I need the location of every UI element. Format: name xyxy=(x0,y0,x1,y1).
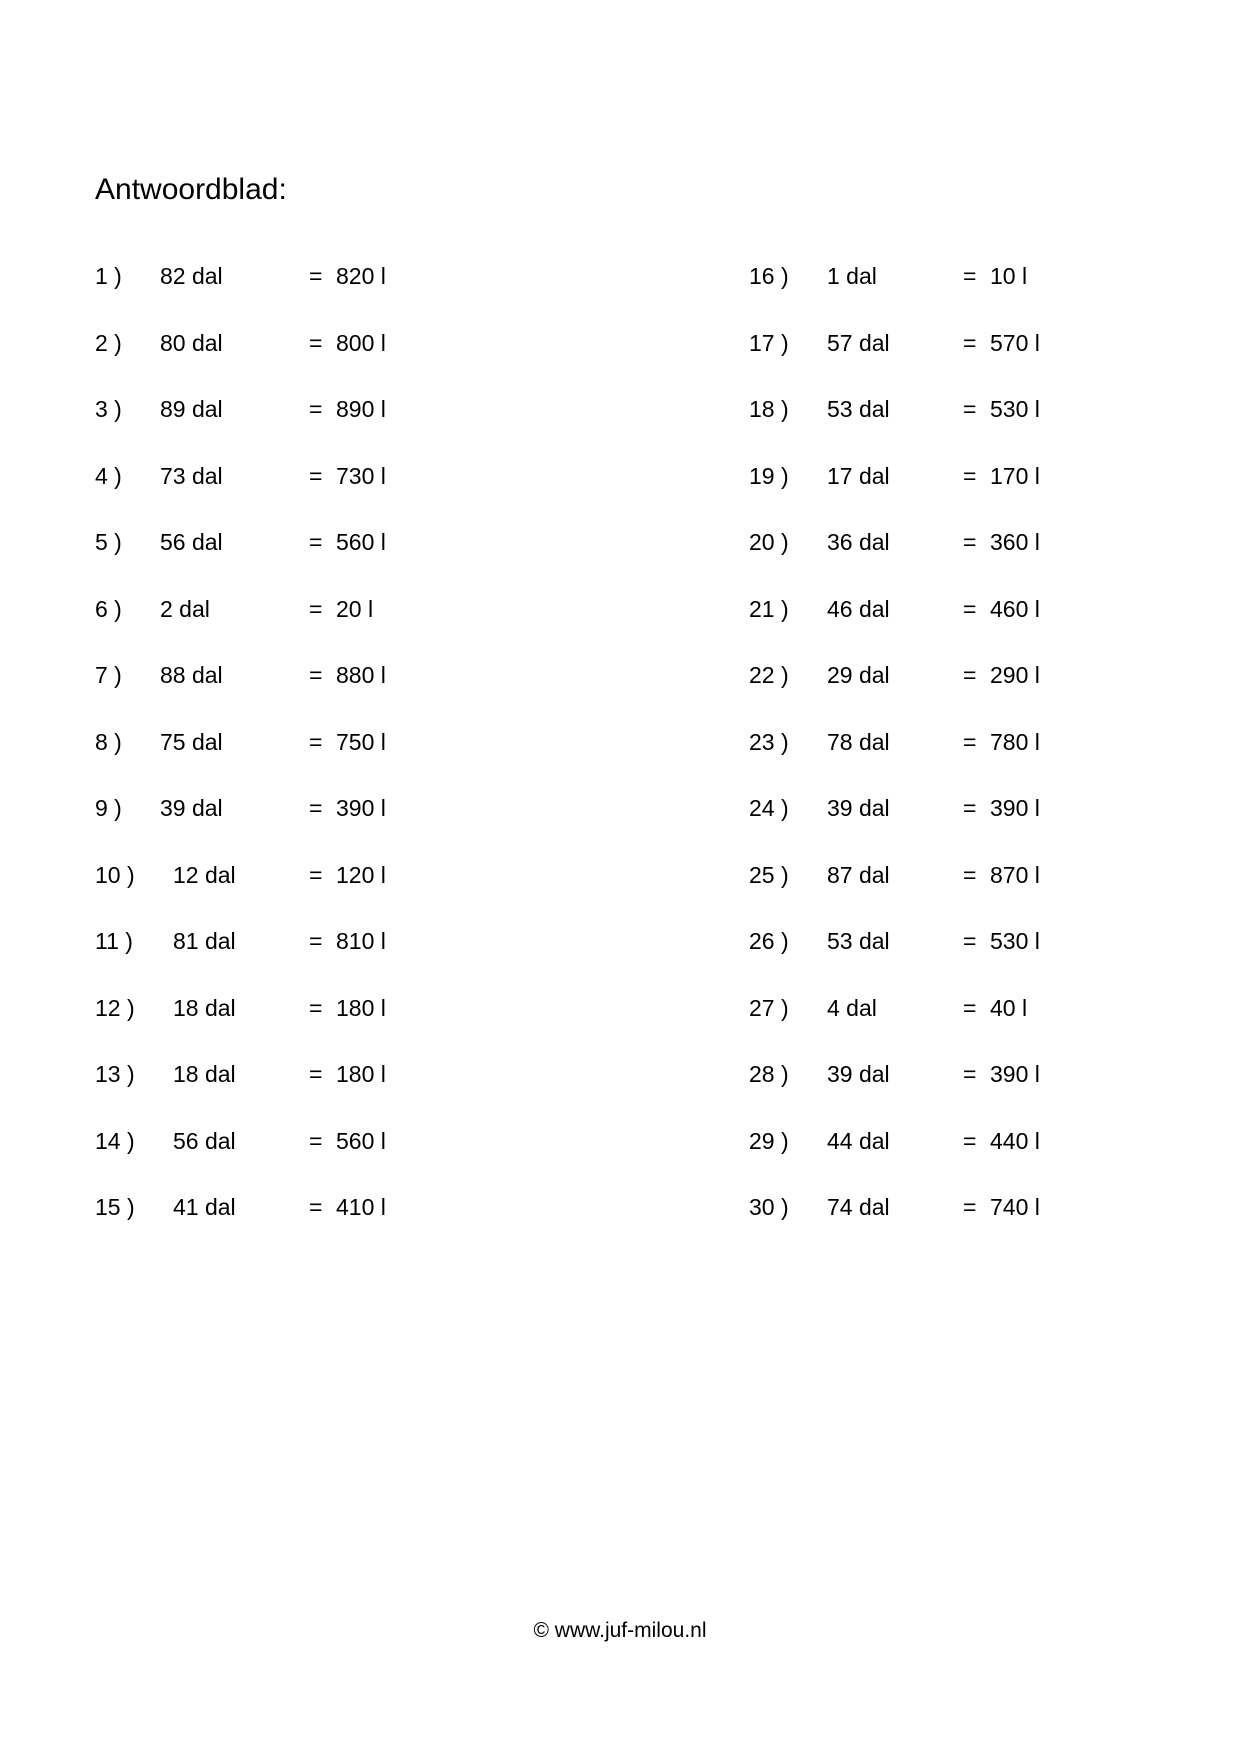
answer-value: 170 l xyxy=(990,462,1040,489)
equals-sign: = xyxy=(309,529,323,555)
answer-row xyxy=(749,994,1240,1061)
answer-row xyxy=(95,994,655,1061)
question-number: 1 ) xyxy=(95,263,122,289)
answer-row xyxy=(95,528,655,595)
equals-sign: = xyxy=(309,263,323,289)
equals-sign: = xyxy=(309,1127,323,1154)
equals-sign: = xyxy=(963,1194,977,1220)
question-number: 14 ) xyxy=(95,1127,135,1154)
answer-row xyxy=(95,595,655,662)
answer-row xyxy=(749,728,1240,795)
given-value: 44 dal xyxy=(827,1127,890,1154)
question-number: 16 ) xyxy=(749,263,789,289)
equals-sign: = xyxy=(309,462,323,489)
question-number: 30 ) xyxy=(749,1194,789,1220)
answer-row xyxy=(749,1193,1240,1260)
given-value: 89 dal xyxy=(160,396,223,422)
given-value: 56 dal xyxy=(160,529,223,555)
answer-value: 440 l xyxy=(990,1127,1040,1154)
question-number: 21 ) xyxy=(749,595,789,622)
question-number: 24 ) xyxy=(749,795,789,821)
given-value: 36 dal xyxy=(827,529,890,555)
equals-sign: = xyxy=(309,329,323,356)
answer-value: 10 l xyxy=(990,263,1028,289)
question-number: 23 ) xyxy=(749,728,789,755)
answer-value: 560 l xyxy=(336,1127,386,1154)
answer-row xyxy=(749,329,1240,396)
answer-value: 530 l xyxy=(990,928,1040,954)
answer-value: 20 l xyxy=(336,595,374,622)
equals-sign: = xyxy=(309,1194,323,1220)
page-title: Antwoordblad: xyxy=(95,173,287,206)
answer-value: 780 l xyxy=(990,728,1040,755)
answer-value: 560 l xyxy=(336,529,386,555)
given-value: 88 dal xyxy=(160,662,223,688)
answer-value: 820 l xyxy=(336,263,386,289)
equals-sign: = xyxy=(309,396,323,422)
given-value: 12 dal xyxy=(173,861,236,888)
question-number: 10 ) xyxy=(95,861,135,888)
answer-value: 40 l xyxy=(990,994,1028,1021)
given-value: 81 dal xyxy=(173,928,236,954)
question-number: 19 ) xyxy=(749,462,789,489)
answer-value: 410 l xyxy=(336,1194,386,1220)
question-number: 28 ) xyxy=(749,1061,789,1087)
given-value: 46 dal xyxy=(827,595,890,622)
answer-value: 530 l xyxy=(990,396,1040,422)
given-value: 18 dal xyxy=(173,1061,236,1087)
given-value: 39 dal xyxy=(827,795,890,821)
answer-value: 180 l xyxy=(336,994,386,1021)
given-value: 80 dal xyxy=(160,329,223,356)
given-value: 2 dal xyxy=(160,595,210,622)
question-number: 27 ) xyxy=(749,994,789,1021)
equals-sign: = xyxy=(309,795,323,821)
question-number: 5 ) xyxy=(95,529,122,555)
question-number: 15 ) xyxy=(95,1194,135,1220)
answer-value: 290 l xyxy=(990,662,1040,688)
question-number: 4 ) xyxy=(95,462,122,489)
answer-value: 730 l xyxy=(336,462,386,489)
answer-value: 880 l xyxy=(336,662,386,688)
question-number: 20 ) xyxy=(749,529,789,555)
question-number: 22 ) xyxy=(749,662,789,688)
answer-value: 390 l xyxy=(990,795,1040,821)
equals-sign: = xyxy=(309,595,323,622)
question-number: 7 ) xyxy=(95,662,122,688)
equals-sign: = xyxy=(963,1061,977,1087)
given-value: 53 dal xyxy=(827,928,890,954)
answer-value: 460 l xyxy=(990,595,1040,622)
answer-row xyxy=(749,927,1240,994)
answer-row xyxy=(95,462,655,529)
answer-row xyxy=(749,861,1240,928)
equals-sign: = xyxy=(309,1061,323,1087)
answer-value: 360 l xyxy=(990,529,1040,555)
equals-sign: = xyxy=(963,263,977,289)
answer-row xyxy=(95,927,655,994)
answer-row xyxy=(749,395,1240,462)
equals-sign: = xyxy=(963,662,977,688)
answer-row xyxy=(95,329,655,396)
question-number: 26 ) xyxy=(749,928,789,954)
given-value: 1 dal xyxy=(827,263,877,289)
given-value: 39 dal xyxy=(160,795,223,821)
copyright-footer: © www.juf-milou.nl xyxy=(533,1619,707,1642)
equals-sign: = xyxy=(309,994,323,1021)
equals-sign: = xyxy=(963,994,977,1021)
equals-sign: = xyxy=(309,928,323,954)
equals-sign: = xyxy=(963,728,977,755)
given-value: 82 dal xyxy=(160,263,223,289)
answer-row xyxy=(749,661,1240,728)
answer-value: 800 l xyxy=(336,329,386,356)
answer-row xyxy=(95,1193,655,1260)
question-number: 25 ) xyxy=(749,861,789,888)
given-value: 87 dal xyxy=(827,861,890,888)
equals-sign: = xyxy=(963,595,977,622)
question-number: 29 ) xyxy=(749,1127,789,1154)
given-value: 29 dal xyxy=(827,662,890,688)
equals-sign: = xyxy=(963,861,977,888)
given-value: 39 dal xyxy=(827,1061,890,1087)
answer-row xyxy=(95,728,655,795)
question-number: 9 ) xyxy=(95,795,122,821)
given-value: 53 dal xyxy=(827,396,890,422)
given-value: 73 dal xyxy=(160,462,223,489)
answer-value: 120 l xyxy=(336,861,386,888)
question-number: 8 ) xyxy=(95,728,122,755)
answer-value: 390 l xyxy=(336,795,386,821)
answer-row xyxy=(749,1060,1240,1127)
answer-value: 740 l xyxy=(990,1194,1040,1220)
question-number: 3 ) xyxy=(95,396,122,422)
answer-value: 870 l xyxy=(990,861,1040,888)
given-value: 41 dal xyxy=(173,1194,236,1220)
answer-value: 390 l xyxy=(990,1061,1040,1087)
given-value: 56 dal xyxy=(173,1127,236,1154)
answer-row xyxy=(95,661,655,728)
equals-sign: = xyxy=(963,1127,977,1154)
answer-row xyxy=(95,794,655,861)
question-number: 11 ) xyxy=(95,928,133,954)
given-value: 17 dal xyxy=(827,462,890,489)
question-number: 17 ) xyxy=(749,329,789,356)
answer-row xyxy=(749,1127,1240,1194)
answer-row xyxy=(95,1060,655,1127)
answer-value: 750 l xyxy=(336,728,386,755)
equals-sign: = xyxy=(309,662,323,688)
question-number: 13 ) xyxy=(95,1061,135,1087)
given-value: 4 dal xyxy=(827,994,877,1021)
given-value: 74 dal xyxy=(827,1194,890,1220)
given-value: 75 dal xyxy=(160,728,223,755)
answer-column-left xyxy=(95,262,655,1260)
answer-row xyxy=(749,528,1240,595)
answer-column-right xyxy=(749,262,1240,1260)
answer-row xyxy=(749,262,1240,329)
question-number: 12 ) xyxy=(95,994,135,1021)
answer-value: 810 l xyxy=(336,928,386,954)
answer-row xyxy=(749,794,1240,861)
answer-value: 180 l xyxy=(336,1061,386,1087)
answer-row xyxy=(95,861,655,928)
answer-row xyxy=(95,1127,655,1194)
equals-sign: = xyxy=(963,529,977,555)
answer-row xyxy=(95,262,655,329)
answer-row xyxy=(749,462,1240,529)
given-value: 78 dal xyxy=(827,728,890,755)
question-number: 6 ) xyxy=(95,595,122,622)
answer-row xyxy=(749,595,1240,662)
given-value: 18 dal xyxy=(173,994,236,1021)
answer-value: 890 l xyxy=(336,396,386,422)
equals-sign: = xyxy=(963,329,977,356)
answer-row xyxy=(95,395,655,462)
given-value: 57 dal xyxy=(827,329,890,356)
equals-sign: = xyxy=(309,728,323,755)
equals-sign: = xyxy=(963,462,977,489)
question-number: 18 ) xyxy=(749,396,789,422)
equals-sign: = xyxy=(963,396,977,422)
equals-sign: = xyxy=(963,795,977,821)
answer-value: 570 l xyxy=(990,329,1040,356)
question-number: 2 ) xyxy=(95,329,122,356)
equals-sign: = xyxy=(963,928,977,954)
equals-sign: = xyxy=(309,861,323,888)
